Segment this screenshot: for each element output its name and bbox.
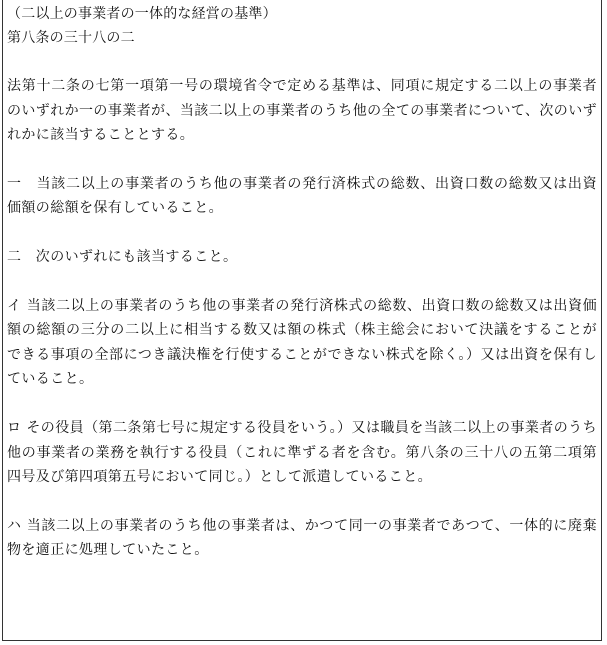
section-heading: （二以上の事業者の一体的な経営の基準） bbox=[7, 6, 277, 22]
article-number: 第八条の三十八の二 bbox=[7, 30, 135, 46]
spacer bbox=[7, 490, 597, 514]
spacer bbox=[7, 148, 597, 172]
sub-item-ro: ロ その役員（第二条第七号に規定する役員をいう。）又は職員を当該二以上の事業者のうち他の事業者の業務を執行する役員（これに準ずる者を含む。第八条の三十八の五第二項第四号及び第四項第五号において同じ。）として派遣していること。 bbox=[7, 419, 597, 486]
spacer bbox=[7, 270, 597, 294]
document-body bbox=[7, 2, 597, 563]
sub-item-ha: ハ 当該二以上の事業者のうち他の事業者は、かつて同一の事業者であつて、一体的に廃棄物を適正に処理していたこと。 bbox=[7, 517, 597, 559]
spacer bbox=[7, 392, 597, 416]
spacer bbox=[7, 50, 597, 74]
item-2: 二 次のいずれにも該当すること。 bbox=[7, 248, 238, 265]
intro-paragraph: 法第十二条の七第一項第一号の環境省令で定める基準は、同項に規定する二以上の事業者のいずれか一の事業者が、当該二以上の事業者のうち他の全ての事業者について、次のいずれかに該当することとする。 bbox=[7, 78, 597, 144]
sub-item-i: イ 当該二以上の事業者のうち他の事業者の発行済株式の総数、出資口数の総数又は出資価額の総額の三分の二以上に相当する数又は額の株式（株主総会において決議をすることができる事項の全部につき議決権を行使することができない株式を除く。）又は出資を保有していること。 bbox=[7, 297, 597, 388]
spacer bbox=[7, 221, 597, 245]
item-1: 一 当該二以上の事業者のうち他の事業者の発行済株式の総数、出資口数の総数又は出資価額の総額を保有していること。 bbox=[7, 175, 597, 217]
